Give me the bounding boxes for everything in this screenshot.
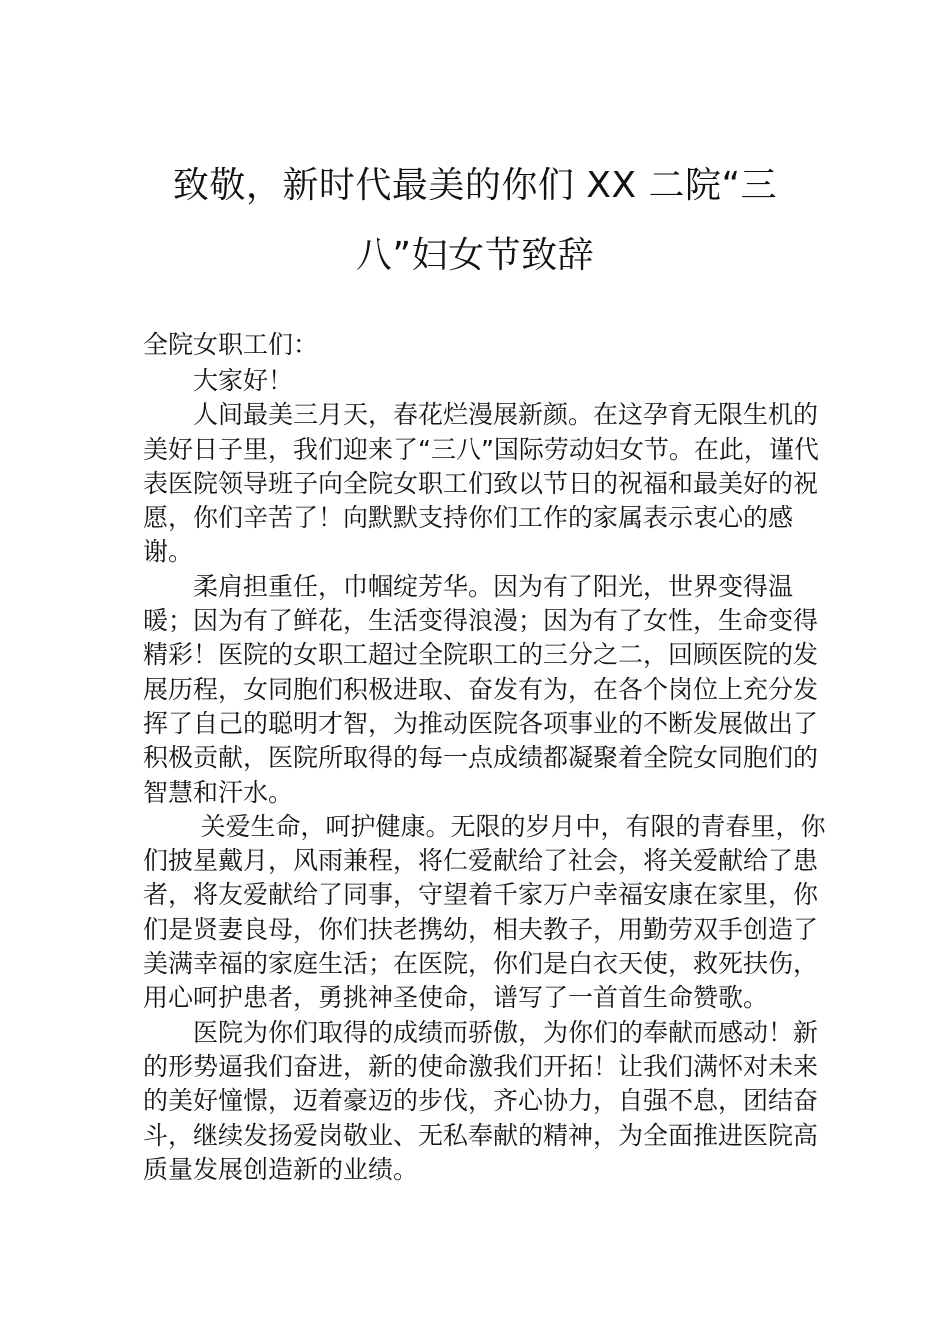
paragraph: 关爱生命，呵护健康。无限的岁月中，有限的青春里，你们披星戴月，风雨兼程，将仁爱献给了社会，将关爱献给了患者，将友爱献给了同事，守望着千家万户幸福安康在家里，你们是贤妻良母，你们扶老携幼，相夫教子，用勤劳双手创造了美满幸福的家庭生活；在医院，你们是白衣天使，救死扶伤，用心呵护患者，勇挑神圣使命，谱写了一首首生命赞歌。 (143, 811, 826, 1013)
paragraph: 医院为你们取得的成绩而骄傲，为你们的奉献而感动！新的形势逼我们奋进，新的使命激我们开拓！让我们满怀对未来的美好憧憬，迈着豪迈的步伐，齐心协力，自强不息，团结奋斗，继续发扬爱岗敬业、无私奉献的精神，为全面推进医院高质量发展创造新的业绩。 (143, 1017, 819, 1184)
document-body (143, 364, 833, 1187)
paragraph: 人间最美三月天，春花烂漫展新颜。在这孕育无限生机的美好日子里，我们迎来了“三八”国际劳动妇女节。在此，谨代表医院领导班子向全院女职工们致以节日的祝福和最美好的祝愿，你们辛苦了！向默默支持你们工作的家属表示衷心的感谢。 (143, 400, 819, 567)
paragraph-greeting: 大家好！ (193, 366, 294, 395)
document-title-line-1: 致敬，新时代最美的你们 XX 二院“三 (172, 165, 778, 206)
document-title-line-2: 八”妇女节致辞 (355, 235, 595, 276)
salutation: 全院女职工们： (143, 330, 319, 359)
paragraph: 柔肩担重任，巾帼绽芳华。因为有了阳光，世界变得温暖；因为有了鲜花，生活变得浪漫；因为有了女性，生命变得精彩！医院的女职工超过全院职工的三分之二，回顾医院的发展历程，女同胞们积极进取、奋发有为，在各个岗位上充分发挥了自己的聪明才智，为推动医院各项事业的不断发展做出了积极贡献，医院所取得的每一点成绩都凝聚着全院女同胞们的智慧和汗水。 (143, 571, 819, 807)
